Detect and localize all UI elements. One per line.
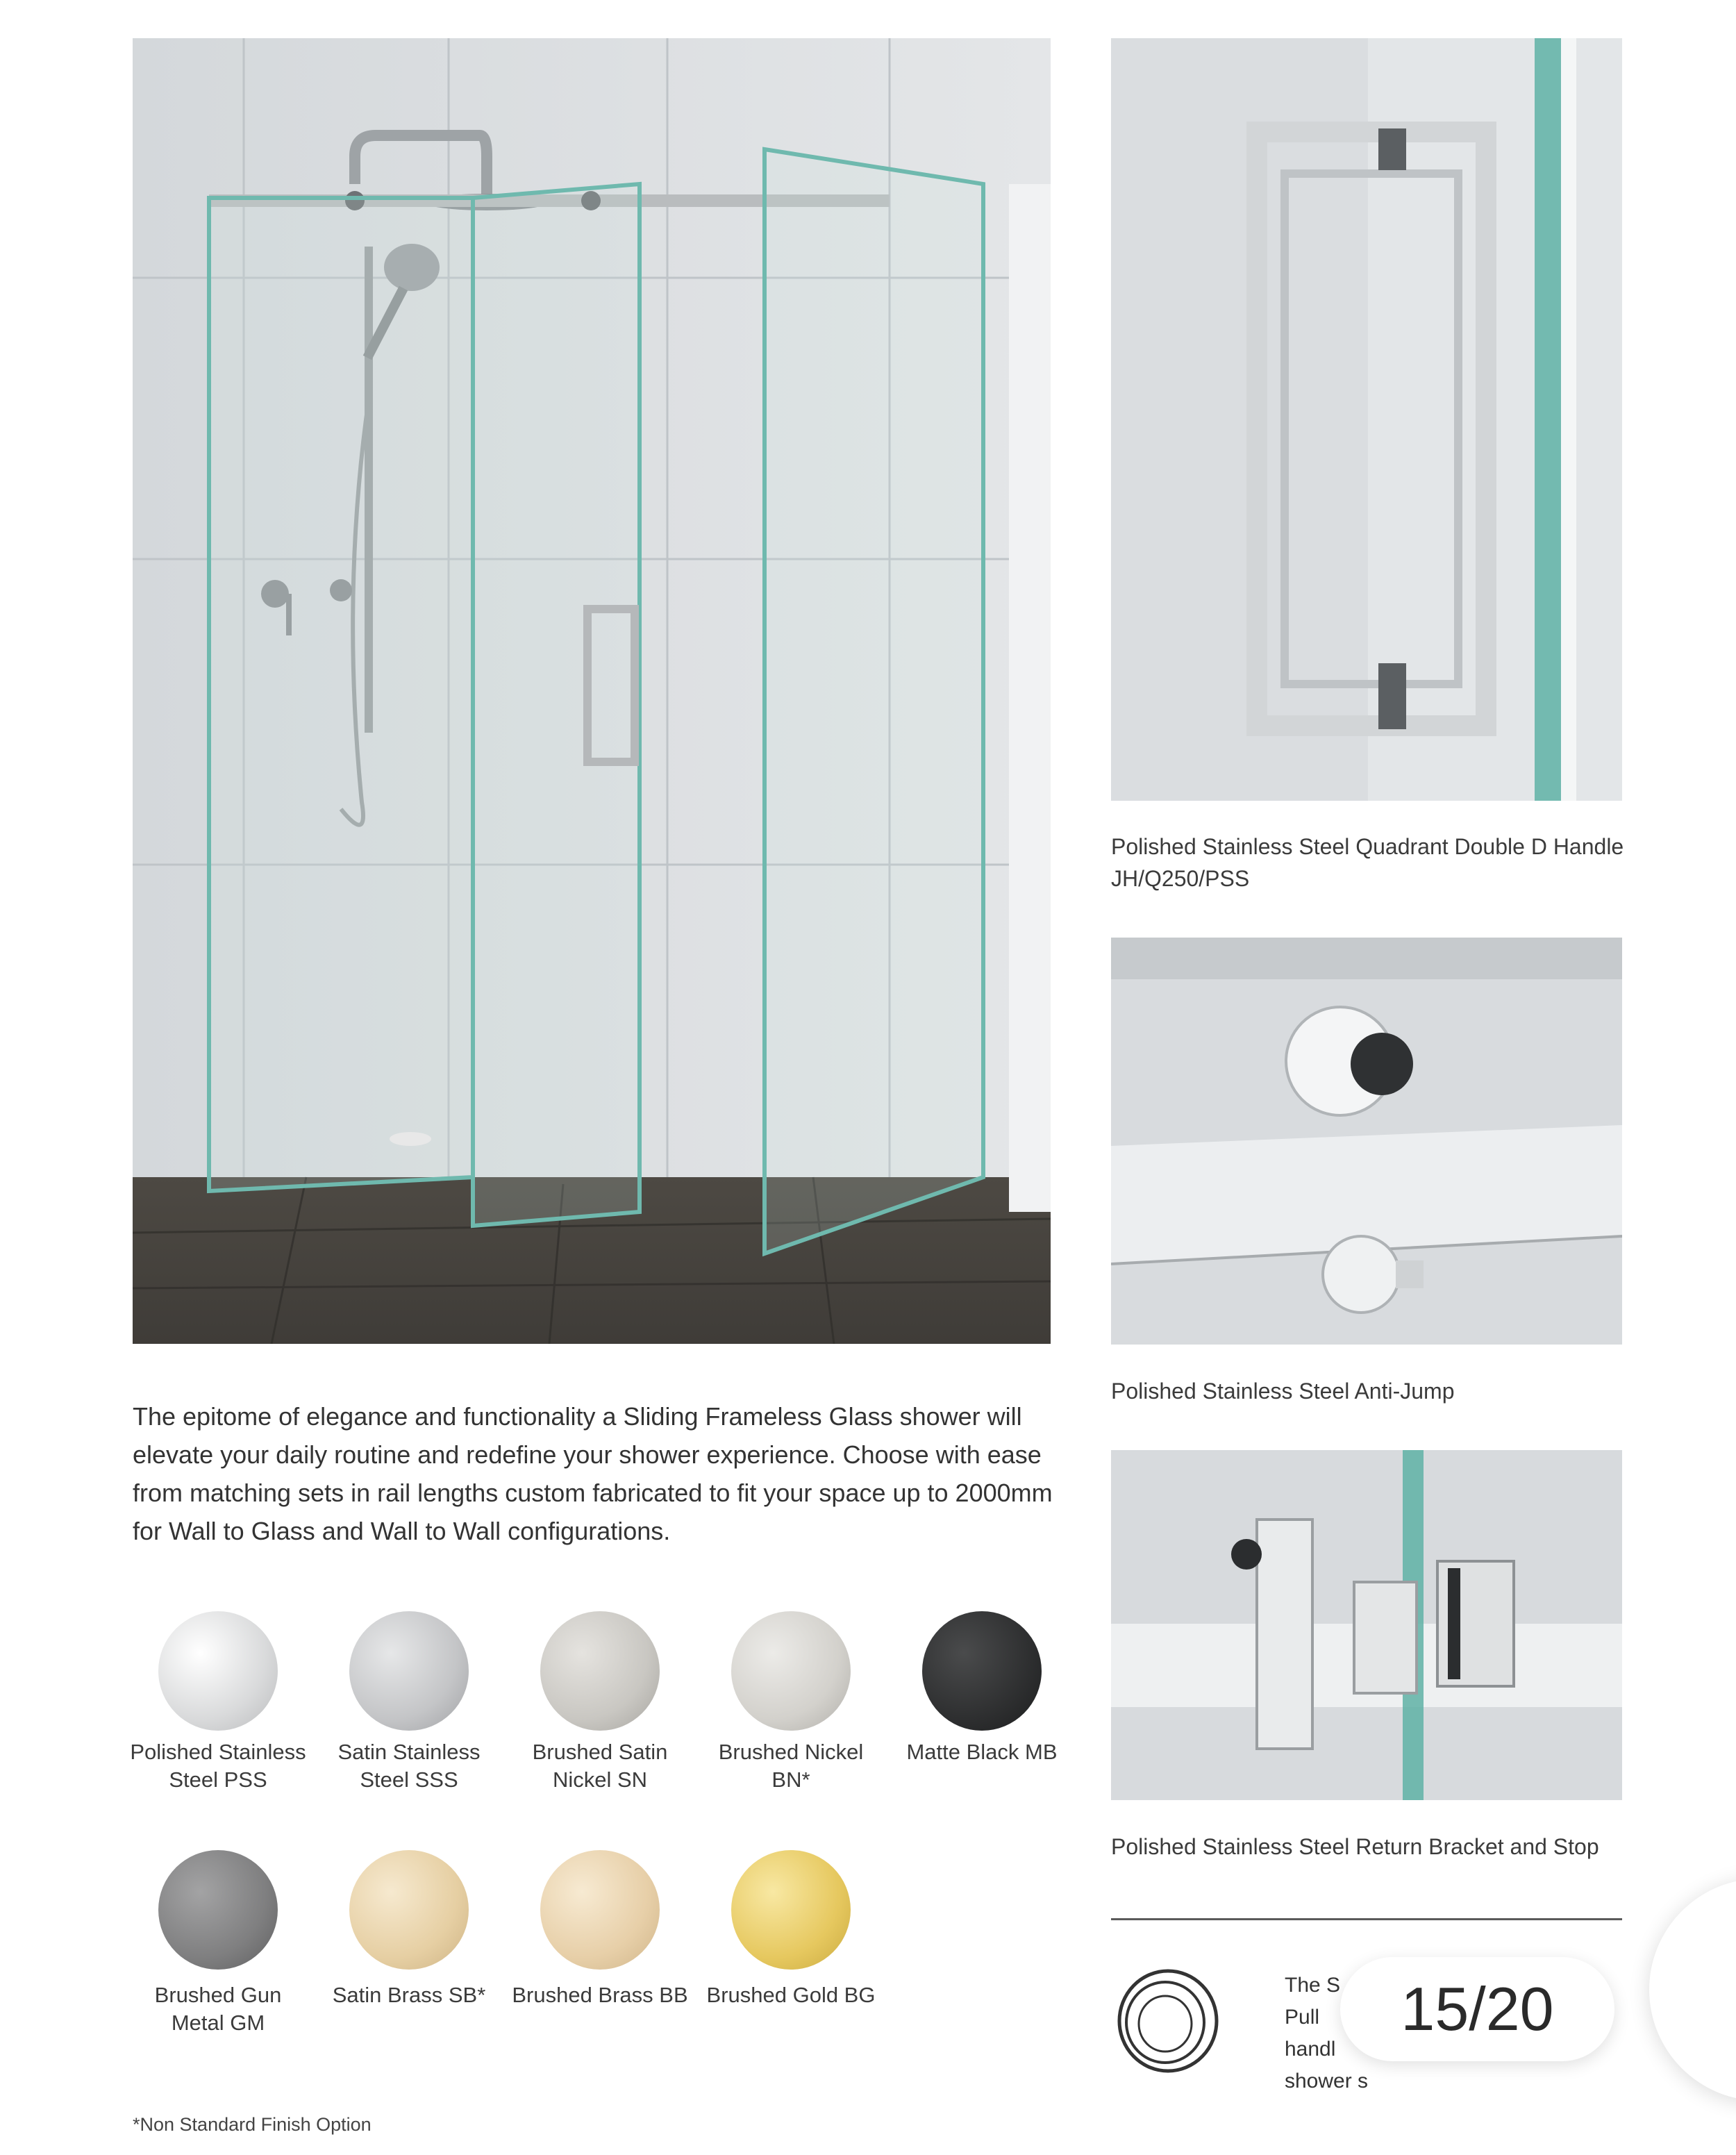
shower-enclosure-photo bbox=[133, 38, 1051, 1344]
double-d-handle-photo bbox=[1111, 38, 1622, 801]
finish-swatch-pss bbox=[158, 1611, 278, 1731]
finish-label-sss: Satin Stainless Steel SSS bbox=[337, 1740, 481, 1792]
finish-label-pss: Polished Stainless Steel PSS bbox=[130, 1740, 306, 1792]
finish-swatch-sb bbox=[349, 1850, 469, 1970]
pull-line-2: Pull bbox=[1285, 2006, 1320, 2029]
finish-label-sn: Brushed Satin Nickel SN bbox=[532, 1740, 668, 1792]
finish-label-bg: Brushed Gold BG bbox=[706, 1983, 876, 2007]
finish-swatch-bg bbox=[731, 1850, 851, 1970]
next-page-button[interactable] bbox=[1649, 1879, 1736, 2101]
finish-swatch-bb bbox=[540, 1850, 660, 1970]
product-description: The epitome of elegance and functionality a Sliding Frameless Glass shower will elevate your daily routine and redefine your shower experience. Choose with ease from matching sets in rail lengths custom fabricated to fit your space up to 2000mm for Wall to Glass and Wall to Wall configurations. bbox=[133, 1402, 1053, 1545]
footnote: *Non Standard Finish Option bbox=[133, 2114, 372, 2135]
pull-line-4: shower s bbox=[1285, 2070, 1369, 2092]
finish-label-sb: Satin Brass SB* bbox=[332, 1983, 486, 2007]
finish-swatch-gm bbox=[158, 1850, 278, 1970]
anti-jump-photo bbox=[1111, 938, 1622, 1345]
pull-line-1: The S bbox=[1285, 1974, 1341, 1997]
pull-line-3: handl bbox=[1285, 2038, 1336, 2061]
handle-caption: Polished Stainless Steel Quadrant Double D Handle JH/Q250/PSS bbox=[1111, 834, 1624, 891]
return-bracket-caption: Polished Stainless Steel Return Bracket and Stop bbox=[1111, 1834, 1599, 1859]
finish-swatch-bn bbox=[731, 1611, 851, 1731]
page-counter: 15/20 bbox=[1340, 1957, 1614, 2061]
finish-label-bn: Brushed Nickel BN* bbox=[718, 1740, 864, 1792]
finish-swatch-sn bbox=[540, 1611, 660, 1731]
finish-swatch-sss bbox=[349, 1611, 469, 1731]
finish-label-gm: Brushed Gun Metal GM bbox=[154, 1983, 282, 2035]
section-divider bbox=[1111, 1918, 1622, 1920]
finish-swatch-mb bbox=[922, 1611, 1042, 1731]
finish-label-mb: Matte Black MB bbox=[906, 1740, 1058, 1764]
return-bracket-photo bbox=[1111, 1450, 1622, 1800]
anti-jump-caption: Polished Stainless Steel Anti-Jump bbox=[1111, 1379, 1455, 1404]
finish-label-bb: Brushed Brass BB bbox=[512, 1983, 688, 2007]
flush-pull-icon bbox=[1111, 1963, 1222, 2074]
